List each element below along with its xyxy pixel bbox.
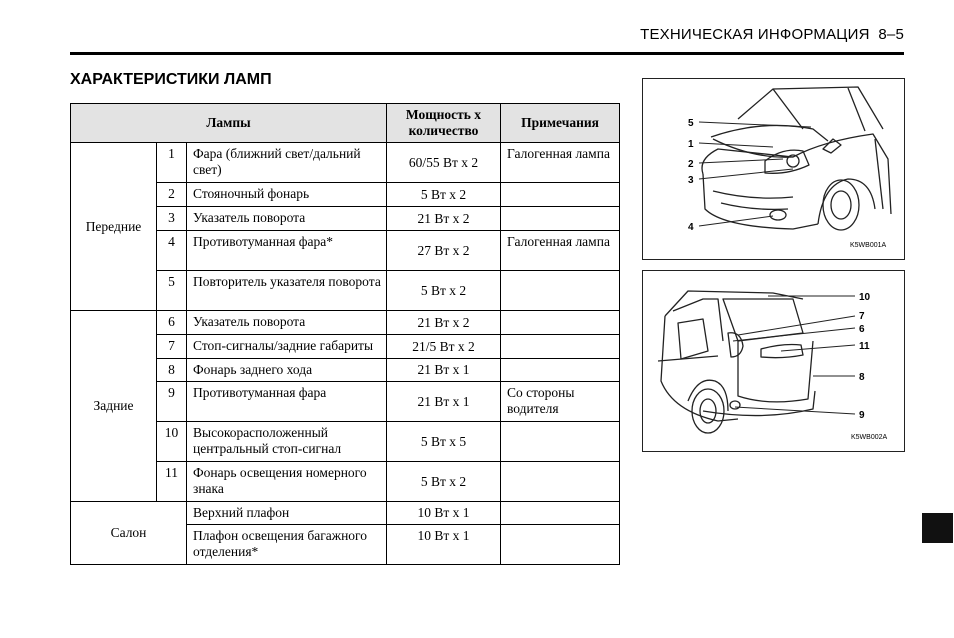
- row-num: 1: [157, 143, 187, 183]
- row-power: 21 Вт х 2: [387, 207, 501, 231]
- row-num: 11: [157, 462, 187, 502]
- front-callout: 2: [688, 159, 694, 170]
- row-power: 5 Вт х 5: [387, 422, 501, 462]
- rear-leader-lines: [733, 296, 855, 414]
- row-num: 6: [157, 311, 187, 335]
- chapter-tab-marker: [922, 513, 953, 543]
- row-name: Стояночный фонарь: [187, 183, 387, 207]
- row-power: 5 Вт х 2: [387, 271, 501, 311]
- section-title: ХАРАКТЕРИСТИКИ ЛАМП: [70, 71, 272, 88]
- row-name: Верхний плафон: [187, 502, 387, 525]
- row-num: 8: [157, 359, 187, 382]
- row-power: 10 Вт х 1: [387, 525, 501, 565]
- row-num: 5: [157, 271, 187, 311]
- row-note: Галогенная лампа: [501, 231, 620, 271]
- row-name: Стоп-сигналы/задние габариты: [187, 335, 387, 359]
- table-row: [71, 311, 620, 335]
- row-name: Фонарь освещения номерного знака: [187, 462, 387, 502]
- row-power: 21 Вт х 1: [387, 382, 501, 422]
- front-callout: 3: [688, 175, 694, 186]
- row-name: Повторитель указателя поворота: [187, 271, 387, 311]
- row-power: 5 Вт х 2: [387, 183, 501, 207]
- rear-figure-code: K5WB002A: [851, 434, 888, 441]
- rear-callout: 6: [859, 324, 865, 335]
- row-power: 60/55 Вт х 2: [387, 143, 501, 183]
- row-name: Плафон освещения багажного отделения*: [187, 525, 387, 565]
- rear-callout: 11: [859, 341, 870, 352]
- front-leader-lines: [699, 122, 811, 226]
- row-num: 2: [157, 183, 187, 207]
- row-name: Высокорасположенный центральный стоп-сигнал: [187, 422, 387, 462]
- row-name: Указатель поворота: [187, 311, 387, 335]
- row-note: [501, 207, 620, 231]
- front-lamps-figure: [642, 78, 905, 260]
- row-name: Противотуманная фара*: [187, 231, 387, 271]
- row-num: 3: [157, 207, 187, 231]
- table-row: [71, 502, 620, 525]
- lamp-table: [70, 103, 620, 565]
- row-note: [501, 271, 620, 311]
- row-note: [501, 502, 620, 525]
- rear-callout: 9: [859, 410, 865, 421]
- row-note: [501, 335, 620, 359]
- row-name: Противотуманная фара: [187, 382, 387, 422]
- row-note: [501, 462, 620, 502]
- row-num: 10: [157, 422, 187, 462]
- front-callout: 5: [688, 118, 694, 129]
- rear-callout: 10: [859, 292, 871, 303]
- row-power: 27 Вт х 2: [387, 231, 501, 271]
- row-num: 7: [157, 335, 187, 359]
- row-power: 10 Вт х 1: [387, 502, 501, 525]
- row-note: [501, 359, 620, 382]
- running-header: [70, 22, 904, 55]
- row-name: Фонарь заднего хода: [187, 359, 387, 382]
- front-figure-code: K5WB001A: [850, 242, 887, 249]
- row-name: Фара (ближний свет/дальний свет): [187, 143, 387, 183]
- group-front: Передние: [71, 143, 157, 311]
- rear-callout: 7: [859, 311, 865, 322]
- row-name: Указатель поворота: [187, 207, 387, 231]
- group-rear: Задние: [71, 311, 157, 502]
- row-power: 21 Вт х 2: [387, 311, 501, 335]
- page-number: 8–5: [878, 26, 904, 43]
- row-note: [501, 311, 620, 335]
- rear-car-illustration: [643, 271, 904, 451]
- rear-callout: 8: [859, 372, 865, 383]
- front-callout: 4: [688, 222, 694, 233]
- row-power: 21 Вт х 1: [387, 359, 501, 382]
- header-section: ТЕХНИЧЕСКАЯ ИНФОРМАЦИЯ: [640, 26, 870, 43]
- header-lamps: Лампы: [71, 104, 387, 143]
- row-power: 5 Вт х 2: [387, 462, 501, 502]
- group-cabin: Салон: [71, 502, 187, 565]
- row-note: Галогенная лампа: [501, 143, 620, 183]
- row-num: 9: [157, 382, 187, 422]
- row-note: [501, 525, 620, 565]
- row-note: [501, 422, 620, 462]
- row-power: 21/5 Вт х 2: [387, 335, 501, 359]
- header-power: Мощность x количество: [387, 104, 501, 143]
- running-header-text: [640, 26, 904, 43]
- rear-lamps-figure: [642, 270, 905, 452]
- row-note: [501, 183, 620, 207]
- row-num: 4: [157, 231, 187, 271]
- front-car-illustration: [643, 79, 904, 259]
- front-callout: 1: [688, 139, 694, 150]
- table-header-row: [71, 104, 620, 143]
- header-notes: Примечания: [501, 104, 620, 143]
- table-row: [71, 143, 620, 183]
- row-note: Со стороны водителя: [501, 382, 620, 422]
